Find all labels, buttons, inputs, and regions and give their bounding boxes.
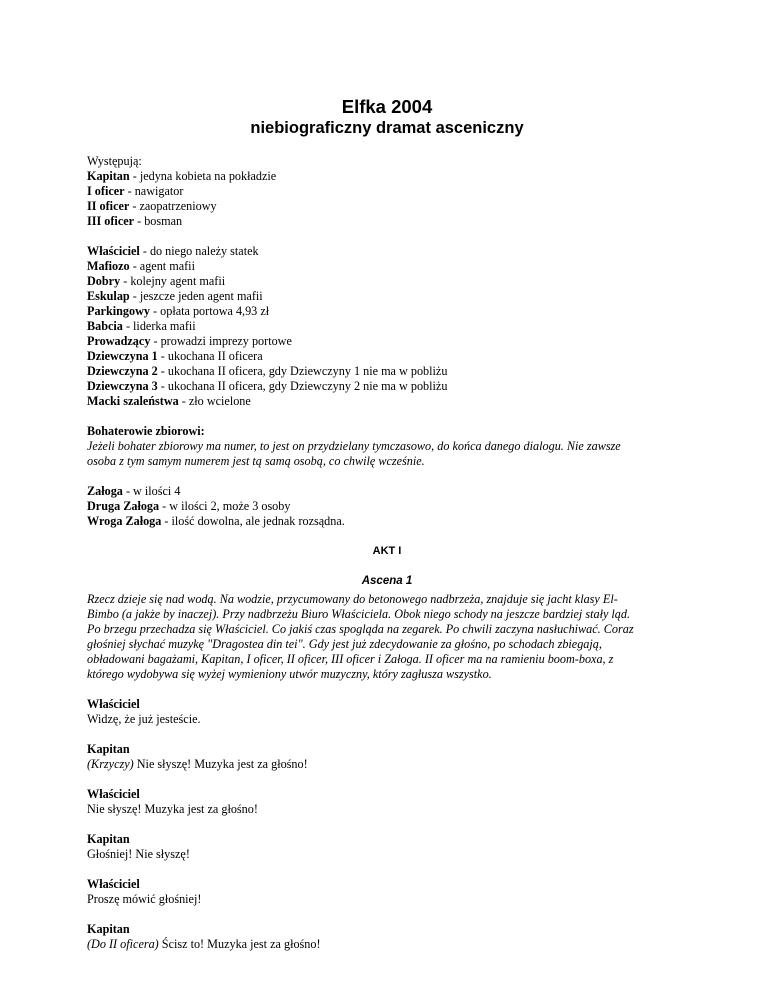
collective-note-line: osoba z tym samym numerem jest tą samą osobą, co chwilę wcześnie.: [87, 454, 425, 468]
speaker-name: Właściciel: [87, 877, 140, 891]
speech-text: Widzę, że już jesteście.: [87, 712, 201, 726]
cast-item: Druga Załoga - w ilości 2, może 3 osoby: [87, 499, 291, 513]
stage-directions: [87, 592, 687, 682]
stage-line: Po brzegu przechadza się Właściciel. Co jakiś czas spogląda na zegarek. Po chwili zaczyna nasłuchiwać. Coraz: [87, 622, 634, 636]
dialogue-line: [87, 787, 687, 817]
collective-heading: Bohaterowie zbiorowi:: [87, 424, 205, 438]
cast-item: Mafiozo - agent mafii: [87, 259, 195, 273]
cast-item: Babcia - liderka mafii: [87, 319, 196, 333]
cast-groups-list: [87, 484, 687, 529]
stage-line: obładowani bagażami, Kapitan, I oficer, II oficer, III oficer i Załoga. II oficer ma na ramieniu boom-boxa, z: [87, 652, 614, 666]
dialogue-line: [87, 922, 687, 952]
cast-item: Dziewczyna 3 - ukochana II oficera, gdy Dziewczyny 2 nie ma w pobliżu: [87, 379, 448, 393]
speech-text: (Do II oficera) Ścisz to! Muzyka jest za głośno!: [87, 937, 321, 951]
cast-item: Macki szaleństwa - zło wcielone: [87, 394, 251, 408]
cast-item: Dziewczyna 2 - ukochana II oficera, gdy Dziewczyny 1 nie ma w pobliżu: [87, 364, 448, 378]
speaker-name: Kapitan: [87, 922, 130, 936]
cast-item: I oficer - nawigator: [87, 184, 184, 198]
cast-crew-list: [87, 154, 687, 229]
collective-note-line: Jeżeli bohater zbiorowy ma numer, to jest on przydzielany tymczasowo, do końca danego dialogu. Nie zawsze: [87, 439, 621, 453]
stage-line: Rzecz dzieje się nad wodą. Na wodzie, przycumowany do betonowego nadbrzeża, znajduje się jacht klasy El-: [87, 592, 618, 606]
collective-heroes-note: [87, 424, 687, 469]
speaker-name: Kapitan: [87, 832, 130, 846]
speech-text: Proszę mówić głośniej!: [87, 892, 202, 906]
stage-line: Bimbo (a jakże by inaczej). Przy nadbrzeżu Biuro Właściciela. Obok niego schody na jeszcze bardziej stały ląd.: [87, 607, 631, 621]
cast-item: Wroga Załoga - ilość dowolna, ale jednak rozsądna.: [87, 514, 345, 528]
cast-item: Kapitan - jedyna kobieta na pokładzie: [87, 169, 277, 183]
speaker-name: Kapitan: [87, 742, 130, 756]
cast-item: Prowadzący - prowadzi imprezy portowe: [87, 334, 292, 348]
scene-heading: Ascena 1: [361, 575, 413, 587]
cast-item: Eskulap - jeszcze jeden agent mafii: [87, 289, 263, 303]
dialogue-line: [87, 832, 687, 862]
cast-item: Parkingowy - opłata portowa 4,93 zł: [87, 304, 270, 318]
speech-text: Głośniej! Nie słyszę!: [87, 847, 190, 861]
cast-item: Załoga - w ilości 4: [87, 484, 181, 498]
cast-heading: Występują:: [87, 154, 142, 168]
stage-line: głośniej słychać muzykę "Dragostea din tei". Gdy jest już zdecydowanie za głośno, po schodach zbiegają,: [87, 637, 602, 651]
stage-line: którego wydobywa się wyżej wymieniony utwór muzyczny, który zagłusza wszystko.: [87, 667, 492, 681]
cast-item: Dobry - kolejny agent mafii: [87, 274, 226, 288]
document-subtitle: niebiograficzny dramat asceniczny: [250, 119, 524, 137]
dialogue-line: [87, 697, 687, 727]
speaker-name: Właściciel: [87, 787, 140, 801]
speech-text: Nie słyszę! Muzyka jest za głośno!: [87, 802, 258, 816]
dialogue-line: [87, 742, 687, 772]
dialogue-line: [87, 877, 687, 907]
speech-text: (Krzyczy) Nie słyszę! Muzyka jest za głośno!: [87, 757, 308, 771]
document-page: [87, 96, 687, 967]
cast-others-list: [87, 244, 687, 409]
cast-item: II oficer - zaopatrzeniowy: [87, 199, 217, 213]
cast-item: Właściciel - do niego należy statek: [87, 244, 259, 258]
document-title: Elfka 2004: [341, 96, 433, 117]
act-heading: AKT I: [372, 545, 402, 557]
speaker-name: Właściciel: [87, 697, 140, 711]
cast-item: Dziewczyna 1 - ukochana II oficera: [87, 349, 263, 363]
cast-item: III oficer - bosman: [87, 214, 183, 228]
